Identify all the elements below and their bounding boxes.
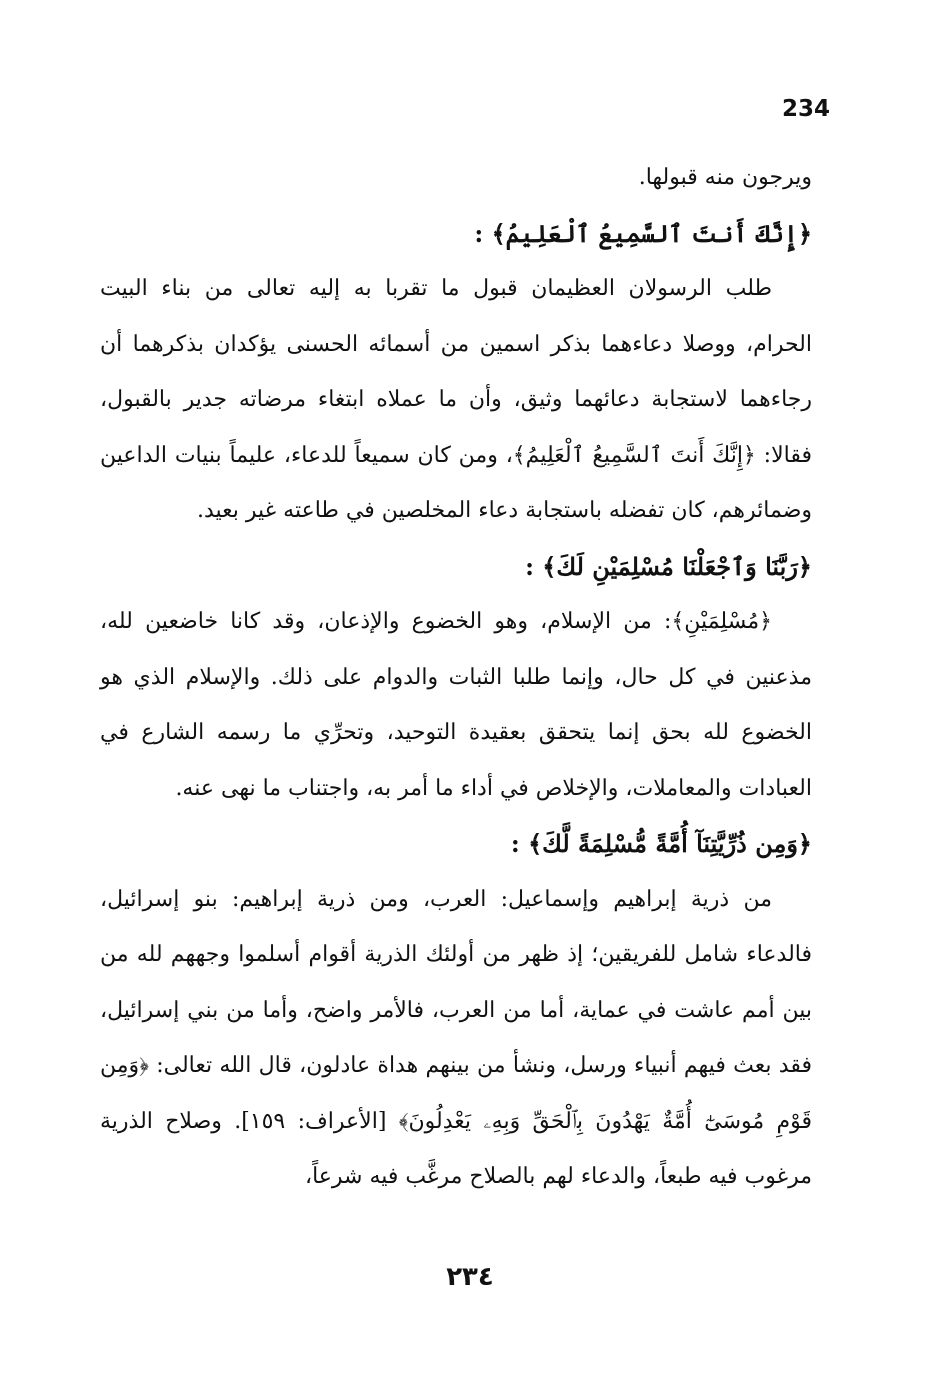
verse-heading-2: ﴿رَبَّنَا وَٱجْعَلْنَا مُسْلِمَيْنِ لَكَ﴾ : <box>525 551 812 581</box>
paragraph-intro: ويرجون منه قبولها. <box>638 165 812 190</box>
page-number-bottom: ٢٣٤ <box>446 1262 494 1292</box>
verse-heading-3: ﴿وَمِن ذُرِّيَّتِنَآ أُمَّةً مُّسْلِمَةً لَّكَ﴾ : <box>510 829 812 858</box>
paragraph-3: من ذرية إبراهيم وإسماعيل: العرب، ومن ذرية إبراهيم: بنو إسرائيل، فالدعاء شامل للفريقين؛ إذ ظهر من أولئك الذرية أقوام أسلموا وجههم لله من بين أمم عاشت في عماية، أما من العرب، فالأمر واضح، وأما من بني إسرائيل، فقد بعث فيهم أنبياء ورسل، ونشأ من بينهم هداة عادلون، قال الله تعالى: ﴿وَمِن قَوْمِ مُوسَىٰٓ أُمَّةٌ يَهْدُونَ بِٱلْحَقِّ وَبِهِۦ يَعْدِلُونَ﴾ [الأعراف: ١٥٩]. وصلاح الذرية مرغوب فيه طبعاً، والدعاء لهم بالصلاح مرغَّب فيه شرعاً، <box>100 886 812 1189</box>
verse-heading-1: ﴿إِنَّكَ أَنتَ ٱلسَّمِيعُ ٱلْعَلِيمُ﴾ : <box>474 218 812 248</box>
body-text <box>100 150 812 1205</box>
paragraph-2: ﴿مُسْلِمَيْنِ﴾: من الإسلام، وهو الخضوع والإذعان، وقد كانا خاضعين لله، مذعنين في كل حال، وإنما طلبا الثبات والدوام على ذلك. والإسلام الذي هو الخضوع لله بحق إنما يتحقق بعقيدة التوحيد، وتحرِّي ما رسمه الشارع في العبادات والمعاملات، والإخلاص في أداء ما أمر به، واجتناب ما نهى عنه. <box>100 609 812 801</box>
paragraph-1: طلب الرسولان العظيمان قبول ما تقربا به إليه تعالى من بناء البيت الحرام، ووصلا دعاءهما بذكر اسمين من أسمائه الحسنى يؤكدان بذكرهما أن رجاءهما لاستجابة دعائهما وثيق، وأن ما عملاه ابتغاء مرضاته جدير بالقبول، فقالا: ﴿إِنَّكَ أَنتَ ٱلسَّمِيعُ ٱلْعَلِيمُ﴾، ومن كان سميعاً للدعاء، عليماً بنيات الداعين وضمائرهم، كان تفضله باستجابة دعاء المخلصين في طاعته غير بعيد. <box>100 276 812 523</box>
page-number-top: 234 <box>781 96 830 122</box>
